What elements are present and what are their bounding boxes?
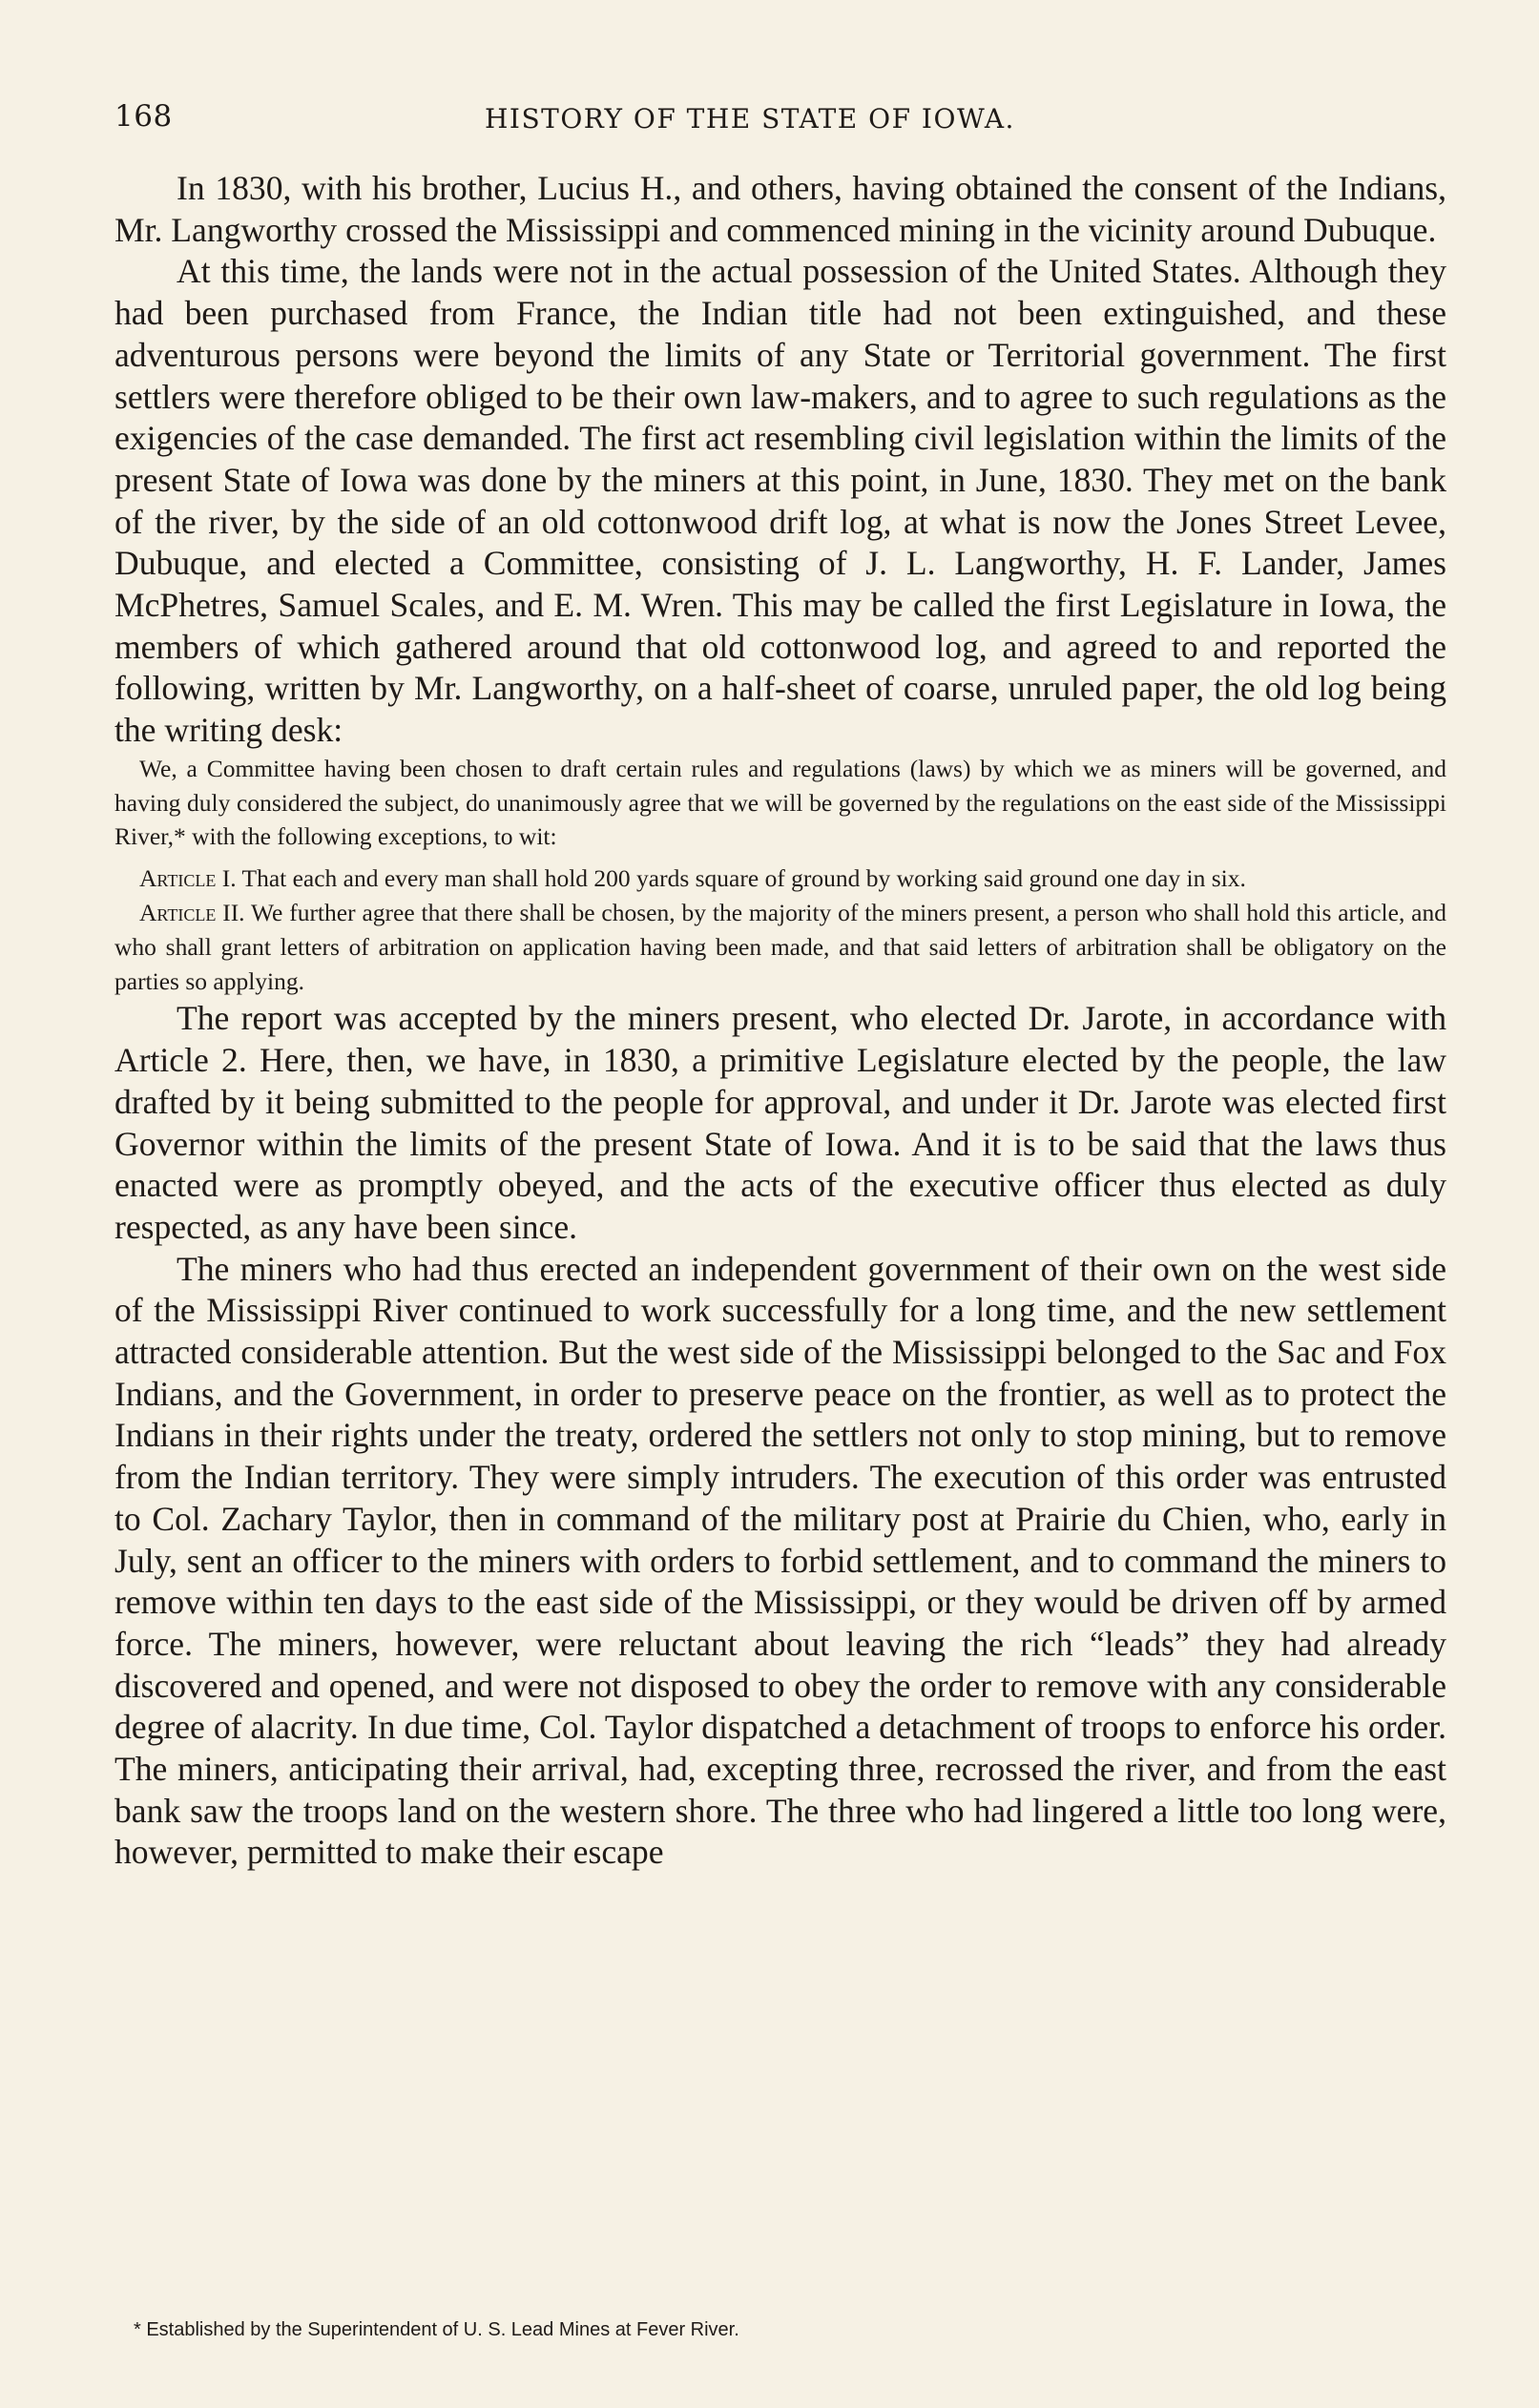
paragraph: The miners who had thus erected an independent government of their own on the west side of the Mississippi River continued to work successfully for a long time, and the new settlement attracted considerable attention. But the west side of the Mississippi belonged to the Sac and Fox Indians, and the Government, in order to preserve peace on the frontier, as well as to protect the Indians in their rights under the treaty, ordered the settlers not only to stop mining, but to remove from the Indian territory. They were simply intruders. The execution of this order was entrusted to Col. Zachary Taylor, then in command of the military post at Prairie du Chien, who, early in July, sent an officer to the miners with orders to forbid settlement, and to command the miners to remove within ten days to the east side of the Mississippi, or they would be driven off by armed force. The miners, however, were reluctant about leaving the rich “leads” they had already discovered and opened, and were not disposed to obey the order to remove with any considerable degree of alacrity. In due time, Col. Taylor dispatched a detachment of troops to enforce his order. The miners, anticipating their arrival, had, excepting three, recrossed the river, and from the east bank saw the troops land on the western shore. The three who had lingered a little too long were, however, permitted to make their escape (114, 1249, 1446, 1872)
quote-intro: We, a Committee having been chosen to draft certain rules and regulations (laws) by which we as miners will be governed, and having duly considered the subject, do unanimously agree that we will be governed by the regulations on the east side of the Mississippi River,* with the following exceptions, to wit: (114, 754, 1446, 851)
body-text (114, 168, 1446, 1874)
paragraph: At this time, the lands were not in the actual possession of the United States. Although they had been purchased from France, the Indian title had not been extinguished, and these adventurous persons were beyond the limits of any State or Territorial government. The first settlers were therefore obliged to be their own law-makers, and to agree to such regulations as the exigencies of the case demanded. The first act resembling civil legislation within the limits of the present State of Iowa was done by the miners at this point, in June, 1830. They met on the bank of the river, by the side of an old cottonwood drift log, at what is now the Jones Street Levee, Dubuque, and elected a Committee, consisting of J. L. Langworthy, H. F. Lander, James McPhetres, Samuel Scales, and E. M. Wren. This may be called the first Legislature in Iowa, the members of which gathered around that old cottonwood log, and agreed to and reported the following, written by Mr. Langworthy, on a half-sheet of coarse, unruled paper, the old log being the writing desk: (114, 252, 1446, 750)
article-one-text: That each and every man shall hold 200 yards square of ground by working said ground one day in six. (241, 864, 1246, 893)
article-one (114, 861, 1446, 896)
article-two-heading: Article II. (139, 899, 245, 927)
paragraph: In 1830, with his brother, Lucius H., and others, having obtained the consent of the Indians, Mr. Langworthy crossed the Mississippi and commenced mining in the vicinity around Dubuque. (114, 169, 1446, 249)
running-head: HISTORY OF THE STATE OF IOWA. (485, 103, 1015, 135)
page-number: 168 (114, 99, 173, 134)
committee-report-quote (114, 752, 1446, 999)
footnote: * Established by the Superintendent of U. S. Lead Mines at Fever River. (134, 2319, 739, 2340)
article-two-text: We further agree that there shall be chosen, by the majority of the miners present, a person who shall hold this article, and who shall grant letters of arbitration on application having been made, and that said letters of arbitration shall be obligatory on the parties so applying. (114, 899, 1447, 995)
article-one-heading: Article I. (139, 864, 237, 893)
paragraph: The report was accepted by the miners present, who elected Dr. Jarote, in accordance with Article 2. Here, then, we have, in 1830, a primitive Legislature elected by the people, the law drafted by it being submitted to the people for approval, and under it Dr. Jarote was elected first Governor within the limits of the present State of Iowa. And it is to be said that the laws thus enacted were as promptly obeyed, and the acts of the executive officer thus elected as duly respected, as any have been since. (114, 999, 1446, 1246)
page-header (114, 99, 1450, 137)
article-two (114, 896, 1446, 998)
